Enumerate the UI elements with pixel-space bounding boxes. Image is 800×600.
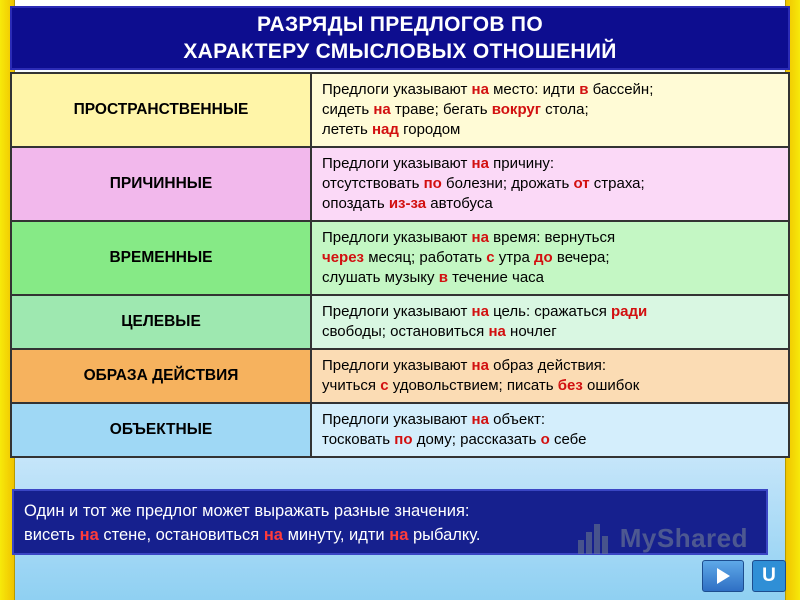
description-line: слушать музыку в течение часа xyxy=(322,269,544,286)
category-label: ПРИЧИННЫЕ xyxy=(12,148,312,220)
description-line: Предлоги указывают на причину: xyxy=(322,155,555,172)
highlighted-preposition: на xyxy=(263,526,283,544)
description-line: тосковать по дому; рассказать о себе xyxy=(322,431,587,448)
highlighted-preposition: в xyxy=(438,269,448,286)
description-cell xyxy=(312,350,788,402)
description-line: Предлоги указывают на объект: xyxy=(322,411,546,428)
slide-title xyxy=(10,6,790,70)
description-line: учиться с удовольствием; писать без ошибок xyxy=(322,377,640,394)
highlighted-preposition: на xyxy=(471,155,489,172)
highlighted-preposition: на xyxy=(471,229,489,246)
highlighted-preposition: на xyxy=(471,81,489,98)
highlighted-preposition: ради xyxy=(611,303,648,320)
description-line: сидеть на траве; бегать вокруг стола; xyxy=(322,101,589,118)
description-cell xyxy=(312,148,788,220)
description-line: Предлоги указывают на время: вернуться xyxy=(322,229,616,246)
description-line: через месяц; работать с утра до вечера; xyxy=(322,249,610,266)
table-row xyxy=(10,222,790,296)
highlighted-preposition: по xyxy=(394,431,413,448)
highlighted-preposition: на xyxy=(373,101,391,118)
play-icon xyxy=(717,568,730,584)
highlighted-preposition: о xyxy=(540,431,550,448)
table-row xyxy=(10,148,790,222)
title-line-1: РАЗРЯДЫ ПРЕДЛОГОВ ПО xyxy=(257,13,543,36)
highlighted-preposition: на xyxy=(389,526,409,544)
description-cell xyxy=(312,404,788,456)
watermark xyxy=(578,523,748,554)
description-cell xyxy=(312,296,788,348)
highlighted-preposition: на xyxy=(79,526,99,544)
highlighted-preposition: по xyxy=(423,175,442,192)
category-label: ОБЪЕКТНЫЕ xyxy=(12,404,312,456)
description-line: Предлоги указывают на цель: сражаться ради xyxy=(322,303,648,320)
category-label: ОБРАЗА ДЕЙСТВИЯ xyxy=(12,350,312,402)
table-row xyxy=(10,350,790,404)
description-line: Предлоги указывают на место: идти в бассейн; xyxy=(322,81,654,98)
highlighted-preposition: на xyxy=(488,323,506,340)
description-cell xyxy=(312,74,788,146)
highlighted-preposition: из-за xyxy=(388,195,427,212)
bar-chart-icon xyxy=(578,524,614,554)
description-line: Предлоги указывают на образ действия: xyxy=(322,357,607,374)
title-line-2: ХАРАКТЕРУ СМЫСЛОВЫХ ОТНОШЕНИЙ xyxy=(183,40,617,63)
highlighted-preposition: через xyxy=(322,249,365,266)
table-row xyxy=(10,296,790,350)
note-line-2: висеть на стене, остановиться на минуту, идти на рыбалку. xyxy=(24,526,481,544)
description-line: лететь над городом xyxy=(322,121,461,138)
description-cell xyxy=(312,222,788,294)
highlighted-preposition: в xyxy=(579,81,589,98)
category-label: ПРОСТРАНСТВЕННЫЕ xyxy=(12,74,312,146)
highlighted-preposition: от xyxy=(573,175,590,192)
play-button[interactable] xyxy=(702,560,744,592)
highlighted-preposition: на xyxy=(471,303,489,320)
u-badge-button[interactable]: U xyxy=(752,560,786,592)
highlighted-preposition: над xyxy=(372,121,399,138)
highlighted-preposition: с xyxy=(486,249,495,266)
prepositions-table xyxy=(10,72,790,458)
watermark-label: MyShared xyxy=(619,523,748,553)
table-row xyxy=(10,404,790,458)
category-label: ЦЕЛЕВЫЕ xyxy=(12,296,312,348)
description-line: свободы; остановиться на ночлег xyxy=(322,323,557,340)
description-line: опоздать из-за автобуса xyxy=(322,195,493,212)
highlighted-preposition: до xyxy=(534,249,553,266)
description-line: отсутствовать по болезни; дрожать от страха; xyxy=(322,175,645,192)
highlighted-preposition: на xyxy=(471,411,489,428)
highlighted-preposition: на xyxy=(471,357,489,374)
category-label: ВРЕМЕННЫЕ xyxy=(12,222,312,294)
highlighted-preposition: без xyxy=(557,377,583,394)
highlighted-preposition: с xyxy=(380,377,389,394)
highlighted-preposition: вокруг xyxy=(491,101,541,118)
note-line-1: Один и тот же предлог может выражать разные значения: xyxy=(24,502,470,520)
table-row xyxy=(10,72,790,148)
